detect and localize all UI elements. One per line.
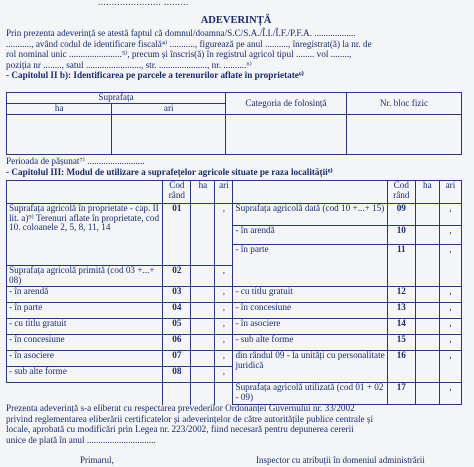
chapter2-title: - Capitolul II b): Identificarea pe parcele a terenurilor aflate în proprietate⁶⁾: [6, 70, 304, 81]
footer-line: privind reglementarea eliberării certificatelor și adeverințelor de către autoritățile publice centrale și: [6, 413, 374, 424]
row-label: - sub alte forme: [233, 335, 387, 351]
row-code: 08: [163, 367, 191, 383]
row-code: 13: [387, 303, 415, 319]
row-code: 10: [387, 226, 415, 245]
perioada-section: [6, 157, 462, 178]
row-code: 03: [163, 287, 191, 303]
empty-cell: [112, 115, 226, 155]
row-label: - cu titlu gratuit: [233, 287, 387, 303]
row-label: - cu titlu gratuit: [7, 319, 163, 335]
ari-value: ,: [439, 319, 461, 335]
row-code: 11: [387, 245, 415, 287]
ari-value: ,: [439, 204, 461, 226]
ari-value: ,: [439, 287, 461, 303]
intro-line: ..........., având codul de identificare fiscală⁴⁾ ..........., figurează pe anul .........., înregistrat(ă) la nr. de: [6, 38, 372, 49]
row-label: - în concesiune: [7, 335, 163, 351]
row-code: 05: [163, 319, 191, 335]
row-code: 02: [163, 266, 191, 287]
row-label: - în parte: [233, 245, 387, 287]
ari-value: ,: [215, 303, 233, 319]
row-label: - în asociere: [233, 319, 387, 335]
ari-value: ,: [215, 266, 233, 287]
footer-line: unice de plată în anul ..............................: [6, 434, 156, 445]
document-title: ADEVERINȚĂ: [200, 15, 272, 26]
empty-cell: [226, 115, 347, 155]
row-label: - sub alte forme: [7, 367, 163, 383]
intro-paragraph: [6, 29, 462, 82]
ari-header: ari: [439, 181, 461, 204]
primarul-label: Primarul,: [80, 455, 114, 465]
ari-value: ,: [439, 351, 461, 383]
ari-value: ,: [215, 367, 233, 383]
ari-value: ,: [215, 351, 233, 367]
row-code: 07: [163, 351, 191, 367]
row-label: - în parte: [7, 303, 163, 319]
footer-paragraph: [6, 404, 462, 446]
ari-value: ,: [439, 303, 461, 319]
ari-header: ari: [215, 181, 233, 204]
ari-value: ,: [215, 335, 233, 351]
parcel-table: [6, 92, 462, 155]
ari-value: ,: [439, 383, 461, 405]
row-code: 17: [387, 383, 415, 405]
ari-header: ari: [112, 104, 226, 115]
row-label: Suprafața agricolă utilizată (cod 01 + 02 - 09): [233, 383, 387, 405]
certificate-page: [6, 0, 466, 467]
cod-rand-header: Cod rând: [387, 181, 415, 204]
bloc-header: Nr. bloc fizic: [347, 93, 462, 115]
row-label: - în concesiune: [233, 303, 387, 319]
row-label: - în asociere: [7, 351, 163, 367]
ari-value: ,: [215, 204, 233, 266]
row-code: 04: [163, 303, 191, 319]
intro-line: Prin prezenta adeverință se atestă faptul că domnul/doamna/S.C/S.A./Î.I./Î.F./P.F.A. ..................: [6, 28, 356, 38]
cod-rand-header: Cod rând: [163, 181, 191, 204]
row-label: - în arendă: [233, 226, 387, 245]
intro-line: poziția nr ........, satul ........................, str. ....................., nr. ..........⁶⁾: [6, 59, 252, 70]
footer-line: locale, aprobată cu modificări prin Legea nr. 223/2002, fiind necesară pentru depunerea cererii: [6, 424, 354, 435]
empty-cell: [347, 115, 462, 155]
row-label: Suprafața agricolă în proprietate - cap. II lit. a)⁹⁾ Terenuri aflate în proprietate, cod 10. coloanele 2, 5, 8, 11, 14: [7, 204, 163, 266]
row-label: - în arendă: [7, 287, 163, 303]
ari-value: ,: [215, 319, 233, 335]
intro-line: rol nominal unic .......................⁵⁾, precum și înscris(ă) în registrul agricol tipul ........ vol ........,: [6, 49, 352, 60]
inspector-label: Inspector cu atribuții în domeniul administrării: [256, 455, 425, 465]
row-code: 01: [163, 204, 191, 266]
perioada-line: Perioada de pășunat⁷⁾ .........................: [6, 156, 145, 166]
ari-value: ,: [439, 226, 461, 245]
ari-value: ,: [439, 245, 461, 287]
categoria-header: Categoria de folosință: [226, 93, 347, 115]
ari-value: ,: [439, 335, 461, 351]
usage-table: [6, 180, 462, 405]
row-code: 12: [387, 287, 415, 303]
ha-header: ha: [415, 181, 439, 204]
row-label: Suprafața agricolă dată (cod 10 +...+ 15): [233, 204, 387, 226]
row-code: 06: [163, 335, 191, 351]
top-dots: ....................... .........: [98, 0, 189, 7]
row-code: 09: [387, 204, 415, 226]
row-label: Suprafața agricolă primită (cod 03 +...+ 08): [7, 266, 163, 287]
row-code: 15: [387, 335, 415, 351]
empty-cell: [7, 115, 112, 155]
ari-value: ,: [215, 287, 233, 303]
footer-line: Prezenta adeverință s-a eliberat cu respectarea prevederilor Ordonanței Guvernului nr. 33/2002: [6, 403, 355, 413]
row-code: 14: [387, 319, 415, 335]
ha-header: ha: [7, 104, 112, 115]
suprafata-header: Suprafața: [7, 93, 226, 104]
ha-header: ha: [191, 181, 215, 204]
row-label: din rândul 09 - la unități cu personalitate juridică: [233, 351, 387, 383]
chapter3-title: - Capitolul III: Modul de utilizare a suprafețelor agricole situate pe raza localității⁸⁾: [6, 166, 333, 177]
row-code: 16: [387, 351, 415, 383]
